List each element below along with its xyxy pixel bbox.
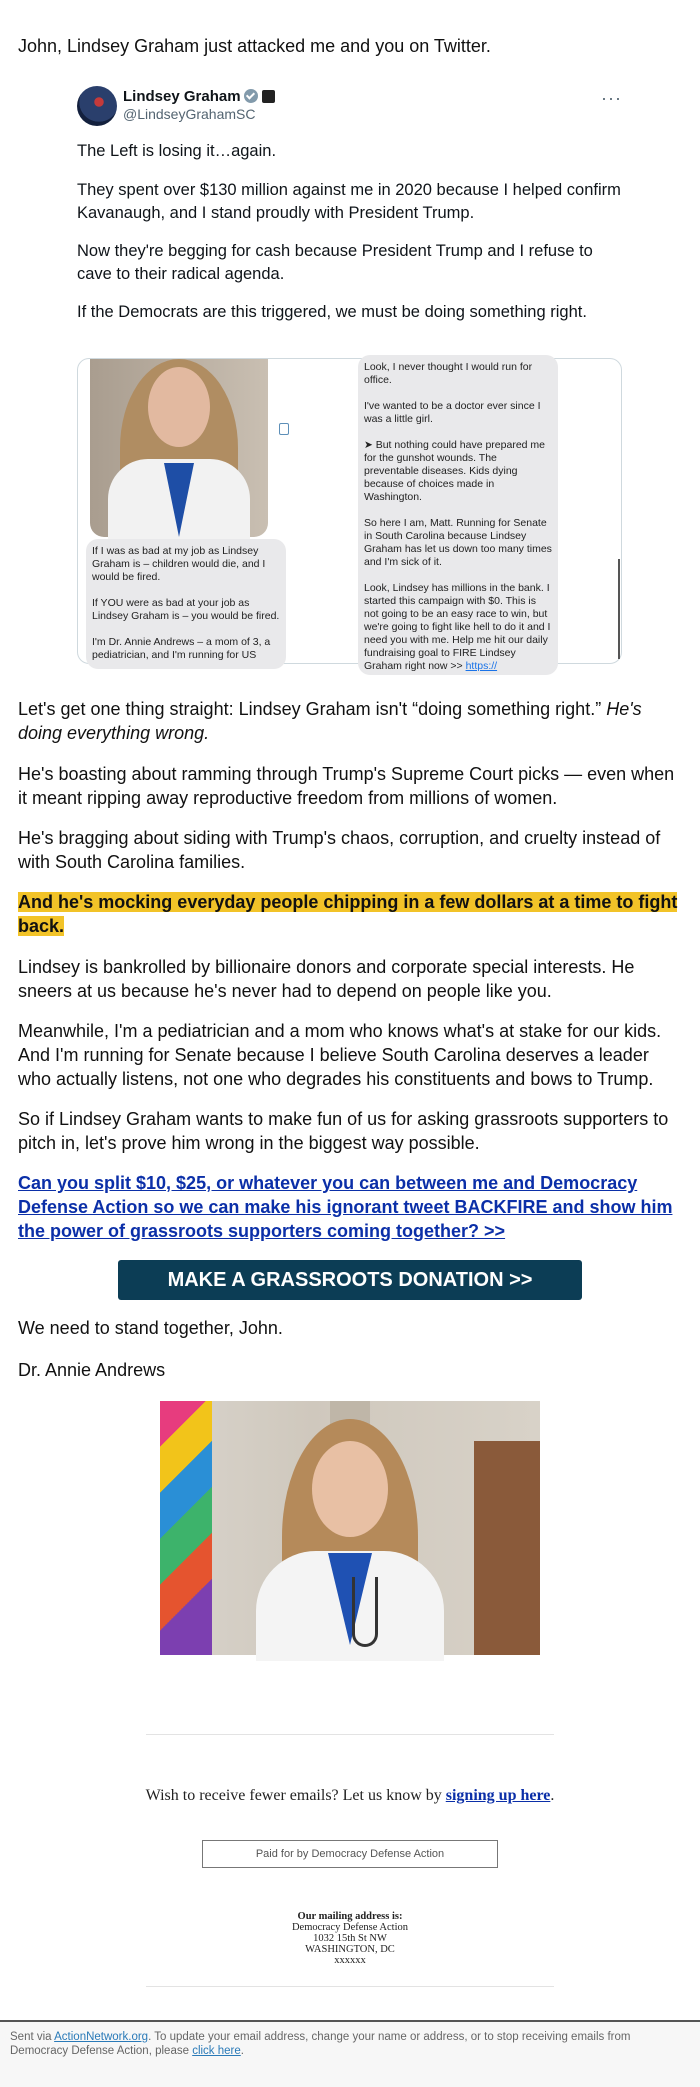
body-paragraph-3: He's bragging about siding with Trump's chaos, corruption, and cruelty instead of with South Carolina families.	[18, 828, 661, 872]
tweet-handle[interactable]: @LindseyGrahamSC	[123, 106, 256, 122]
tweet-paragraph: They spent over $130 million against me in 2020 because I helped confirm Kavanaugh, and I stand proudly with President Trump.	[77, 181, 621, 222]
tweet-header	[77, 84, 622, 126]
message-bubble-left: If I was as bad at my job as Lindsey Graham is – children would die, and I would be fired. If YOU were as bad at your job as Lindsey Graham is – you would be fired. I'm Dr. Annie Andrews – a mom of 3, a pediatrician, and I'm running for US	[86, 539, 286, 669]
manage-email-link[interactable]: click here	[192, 2045, 241, 2057]
share-icon[interactable]	[279, 423, 289, 435]
avatar[interactable]	[77, 86, 117, 126]
mailing-title: Our mailing address is:	[297, 1911, 403, 1922]
p1-italic: He's doing everything wrong.	[18, 699, 642, 743]
paid-for-disclaimer: Paid for by Democracy Defense Action	[202, 1840, 498, 1868]
body-paragraph-2: He's boasting about ramming through Trump's Supreme Court picks — even when it meant ripping away reproductive freedom from millions of women.	[18, 764, 675, 808]
tweet-media[interactable]	[77, 358, 622, 672]
tweet-author-name: Lindsey Graham	[123, 88, 241, 105]
body-paragraph-highlighted	[18, 890, 682, 938]
verified-badge-icon	[244, 89, 258, 103]
mailing-line: 1032 15th St NW	[313, 1933, 387, 1944]
donate-button[interactable]: MAKE A GRASSROOTS DONATION >>	[118, 1260, 582, 1300]
footer-text: Sent via	[10, 2031, 55, 2043]
mailing-line: WASHINGTON, DC	[305, 1944, 395, 1955]
message-bubble-right	[358, 355, 558, 675]
body-paragraph-7: So if Lindsey Graham wants to make fun of us for asking grassroots supporters to pitch in, let's prove him wrong in the biggest way possible.	[18, 1109, 669, 1153]
message-bubble-link[interactable]: https://	[465, 660, 498, 672]
divider	[146, 1734, 554, 1735]
p1-text: Let's get one thing straight: Lindsey Graham isn't “doing something right.”	[18, 699, 607, 719]
mailing-line: Democracy Defense Action	[291, 1922, 409, 1933]
footer-text: . To update your email address, change your name or address, or to stop receiving emails from Democracy Defense Action, please	[10, 2031, 631, 2057]
mailing-address	[0, 1911, 700, 1966]
actionnetwork-link[interactable]: ActionNetwork.org	[54, 2031, 149, 2043]
body-paragraph-5: Lindsey is bankrolled by billionaire donors and corporate special interests. He sneers at us because he's never had to depend on people like you.	[18, 957, 635, 1001]
tweet-paragraph: The Left is losing it…again.	[77, 142, 277, 160]
mailing-line: xxxxxx	[334, 1955, 366, 1966]
signup-link[interactable]: signing up here	[445, 1787, 551, 1804]
body-paragraph-1	[18, 697, 682, 745]
message-bubble-right-text: Look, I never thought I would run for office. I've wanted to be a doctor ever since I was a little girl. ➤ But nothing could have prepared me for the gunshot wounds. The preventable diseases. Kids dying because of choices made in Washington. So here I am, Matt. Running for Senate in South Carolina because Lindsey Graham has let us down too many times and I'm sick of it. Look, Lindsey has millions in the bank. I started this campaign with $0. This is not going to be an easy race to win, but we're going to fight like hell to do it and I need you with me. Help me hit our daily fundraising goal to FIRE Lindsey Graham right now >>	[364, 361, 552, 672]
highlight-text: And he's mocking everyday people chipping in a few dollars at a time to fight back.	[18, 892, 678, 936]
body-paragraph-6: Meanwhile, I'm a pediatrician and a mom who knows what's at stake for our kids. And I'm running for Senate because I believe South Carolina deserves a leader who actually listens, not one who degrades his constituents and bows to Trump.	[18, 1021, 662, 1089]
divider	[146, 1986, 554, 1987]
candidate-portrait	[160, 1401, 540, 1655]
signature: Dr. Annie Andrews	[18, 1360, 166, 1380]
embedded-tweet[interactable]	[77, 84, 622, 672]
footer-text: .	[240, 2045, 244, 2057]
unsub-suffix: .	[550, 1787, 555, 1804]
greeting: John, Lindsey Graham just attacked me and you on Twitter.	[18, 36, 491, 56]
sent-via-footer	[0, 2020, 700, 2087]
tweet-paragraph: Now they're begging for cash because President Trump and I refuse to cave to their radical agenda.	[77, 242, 593, 283]
tweet-paragraph: If the Democrats are this triggered, we must be doing something right.	[77, 303, 587, 321]
more-options-icon[interactable]: ···	[601, 88, 622, 108]
closing-line: We need to stand together, John.	[18, 1318, 283, 1338]
tweet-author[interactable]	[123, 88, 275, 105]
media-scrollbar[interactable]	[618, 559, 620, 659]
unsubscribe-line	[0, 1787, 700, 1805]
unsub-text: Wish to receive fewer emails? Let us know by	[145, 1787, 446, 1804]
government-badge-icon	[262, 90, 275, 103]
candidate-photo	[90, 359, 268, 537]
donation-link[interactable]: Can you split $10, $25, or whatever you can between me and Democracy Defense Action so we can make his ignorant tweet BACKFIRE and show him the power of grassroots supporters coming together? >>	[18, 1173, 673, 1241]
